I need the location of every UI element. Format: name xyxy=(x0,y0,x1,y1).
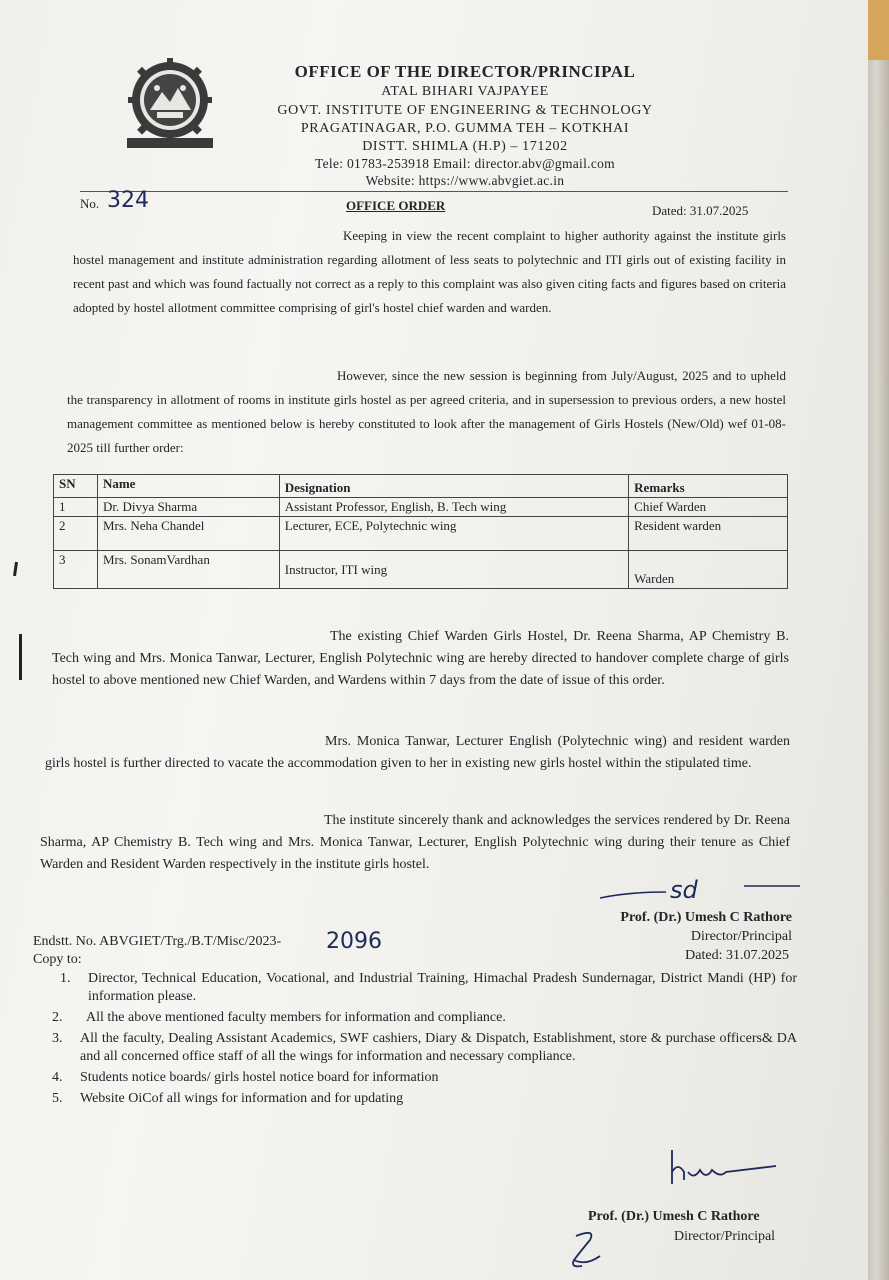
page-edge-tab xyxy=(868,0,889,60)
list-item-text: Director, Technical Education, Vocational, and Industrial Training, Himachal Pradesh Sundernagar, District Mandi (HP) for information please. xyxy=(88,971,797,1004)
page-edge xyxy=(868,0,889,1280)
letterhead-contact: Tele: 01783-253918 Email: director.abv@gmail.com xyxy=(315,156,615,171)
copy-to-list xyxy=(52,970,797,1111)
table-row xyxy=(54,498,788,517)
letterhead-district: DISTT. SHIMLA (H.P) – 171202 xyxy=(362,139,568,154)
signatory-designation: Director/Principal xyxy=(690,929,792,944)
table-header-name: Name xyxy=(97,475,279,498)
list-item-number: 3. xyxy=(52,1031,63,1046)
order-title: OFFICE ORDER xyxy=(346,198,446,213)
signatory-name: Prof. (Dr.) Umesh C Rathore xyxy=(620,910,792,925)
margin-pen-mark xyxy=(19,634,22,680)
body-paragraph-5: The institute sincerely thank and acknowledges the services rendered by Dr. Reena Sharma, AP Chemistry B. Tech wing and Mrs. Monica Tanwar, Lecturer, English Polytechnic wing during their tenure as Chief Warden and Resident Warden respectively in the institute girls hostel. xyxy=(40,813,790,872)
signature-sd-handwritten: sd xyxy=(670,876,698,904)
table-cell-remarks: Chief Warden xyxy=(629,498,788,517)
table-cell-sn: 2 xyxy=(54,517,98,551)
order-number-label: No. xyxy=(80,196,100,211)
letterhead-rule xyxy=(80,191,788,192)
list-item-number: 1. xyxy=(60,971,71,986)
body-paragraph-1: Keeping in view the recent complaint to higher authority against the institute girls hostel management and institute administration regarding allotment of less seats to polytechnic and ITI girls out of existing facility in recent past and which was found factually not correct as a reply to this complaint was also given citing facts and figures based on criteria adopted by hostel allotment committee comprising of girl's hostel chief warden and warden. xyxy=(73,228,786,315)
table-cell-designation: Instructor, ITI wing xyxy=(279,551,628,589)
endorsement-number-label: Endstt. No. ABVGIET/Trg./B.T/Misc/2023- xyxy=(33,934,282,949)
endorsement-number-handwritten: 2096 xyxy=(326,929,382,954)
signatory-designation-2: Director/Principal xyxy=(674,1229,776,1244)
list-item xyxy=(52,970,797,1006)
copy-to-label: Copy to: xyxy=(33,952,82,967)
letterhead-website: Website: https://www.abvgiet.ac.in xyxy=(365,173,565,188)
letterhead-address: PRAGATINAGAR, P.O. GUMMA TEH – KOTKHAI xyxy=(300,121,630,136)
body-paragraph-2: However, since the new session is beginning from July/August, 2025 and to upheld the transparency in allotment of rooms in institute girls hostel as per agreed criteria, and in supersession to previous orders, a new hostel management committee as mentioned below is hereby constituted to look after the management of Girls Hostels (New/Old) wef 01-08-2025 till further order: xyxy=(67,368,786,455)
table-header-remarks: Remarks xyxy=(629,475,788,498)
table-cell-name: Mrs. Neha Chandel xyxy=(97,517,279,551)
body-paragraph-3: The existing Chief Warden Girls Hostel, Dr. Reena Sharma, AP Chemistry B. Tech wing and Mrs. Monica Tanwar, Lecturer, English Polytechnic wing are hereby directed to handover complete charge of girls hostel to above mentioned new Chief Warden, and Wardens within 7 days from the date of issue of this order. xyxy=(52,629,789,688)
table-cell-remarks: Resident warden xyxy=(629,517,788,551)
handwritten-signature xyxy=(566,1226,610,1272)
table-cell-designation: Assistant Professor, English, B. Tech wing xyxy=(279,498,628,517)
committee-table xyxy=(53,474,788,589)
list-item-number: 2. xyxy=(52,1010,63,1025)
institute-logo xyxy=(117,58,223,154)
list-item-text: Students notice boards/ girls hostel notice board for information xyxy=(80,1070,439,1085)
list-item-text: All the faculty, Dealing Assistant Academics, SWF cashiers, Diary & Dispatch, Establishment, store & purchase officers& DA and all concerned office staff of all the wings for information and necessary compliance. xyxy=(80,1031,797,1064)
list-item xyxy=(52,1069,797,1087)
table-cell-designation: Lecturer, ECE, Polytechnic wing xyxy=(279,517,628,551)
signatory-name-2: Prof. (Dr.) Umesh C Rathore xyxy=(588,1209,760,1224)
handwritten-initials xyxy=(664,1146,784,1188)
list-item xyxy=(52,1030,797,1066)
list-item-text: All the above mentioned faculty members for information and compliance. xyxy=(86,1010,506,1025)
letterhead-institute-name: ATAL BIHARI VAJPAYEE xyxy=(381,84,549,99)
order-number-handwritten: 324 xyxy=(107,188,149,213)
table-row xyxy=(54,517,788,551)
signature-date: Dated: 31.07.2025 xyxy=(685,948,789,963)
list-item xyxy=(52,1090,797,1108)
table-cell-name: Dr. Divya Sharma xyxy=(97,498,279,517)
body-paragraph-4: Mrs. Monica Tanwar, Lecturer English (Polytechnic wing) and resident warden girls hostel is further directed to vacate the accommodation given to her in existing new girls hostel within the stipulated time. xyxy=(45,734,790,771)
list-item-text: Website OiCof all wings for information and for updating xyxy=(80,1091,404,1106)
list-item xyxy=(52,1009,797,1027)
table-header-sn: SN xyxy=(54,475,98,498)
letterhead-title: OFFICE OF THE DIRECTOR/PRINCIPAL xyxy=(294,62,636,81)
table-header-designation: Designation xyxy=(279,475,628,498)
table-cell-remarks: Warden xyxy=(629,551,788,589)
table-cell-sn: 3 xyxy=(54,551,98,589)
table-header-row xyxy=(54,475,788,498)
order-date: Dated: 31.07.2025 xyxy=(652,203,749,218)
table-cell-sn: 1 xyxy=(54,498,98,517)
list-item-number: 4. xyxy=(52,1070,63,1085)
list-item-number: 5. xyxy=(52,1091,63,1106)
signature-sd-strokes xyxy=(598,878,803,908)
table-cell-name: Mrs. SonamVardhan xyxy=(97,551,279,589)
table-row xyxy=(54,551,788,589)
letterhead-institute-type: GOVT. INSTITUTE OF ENGINEERING & TECHNOLOGY xyxy=(277,103,653,118)
